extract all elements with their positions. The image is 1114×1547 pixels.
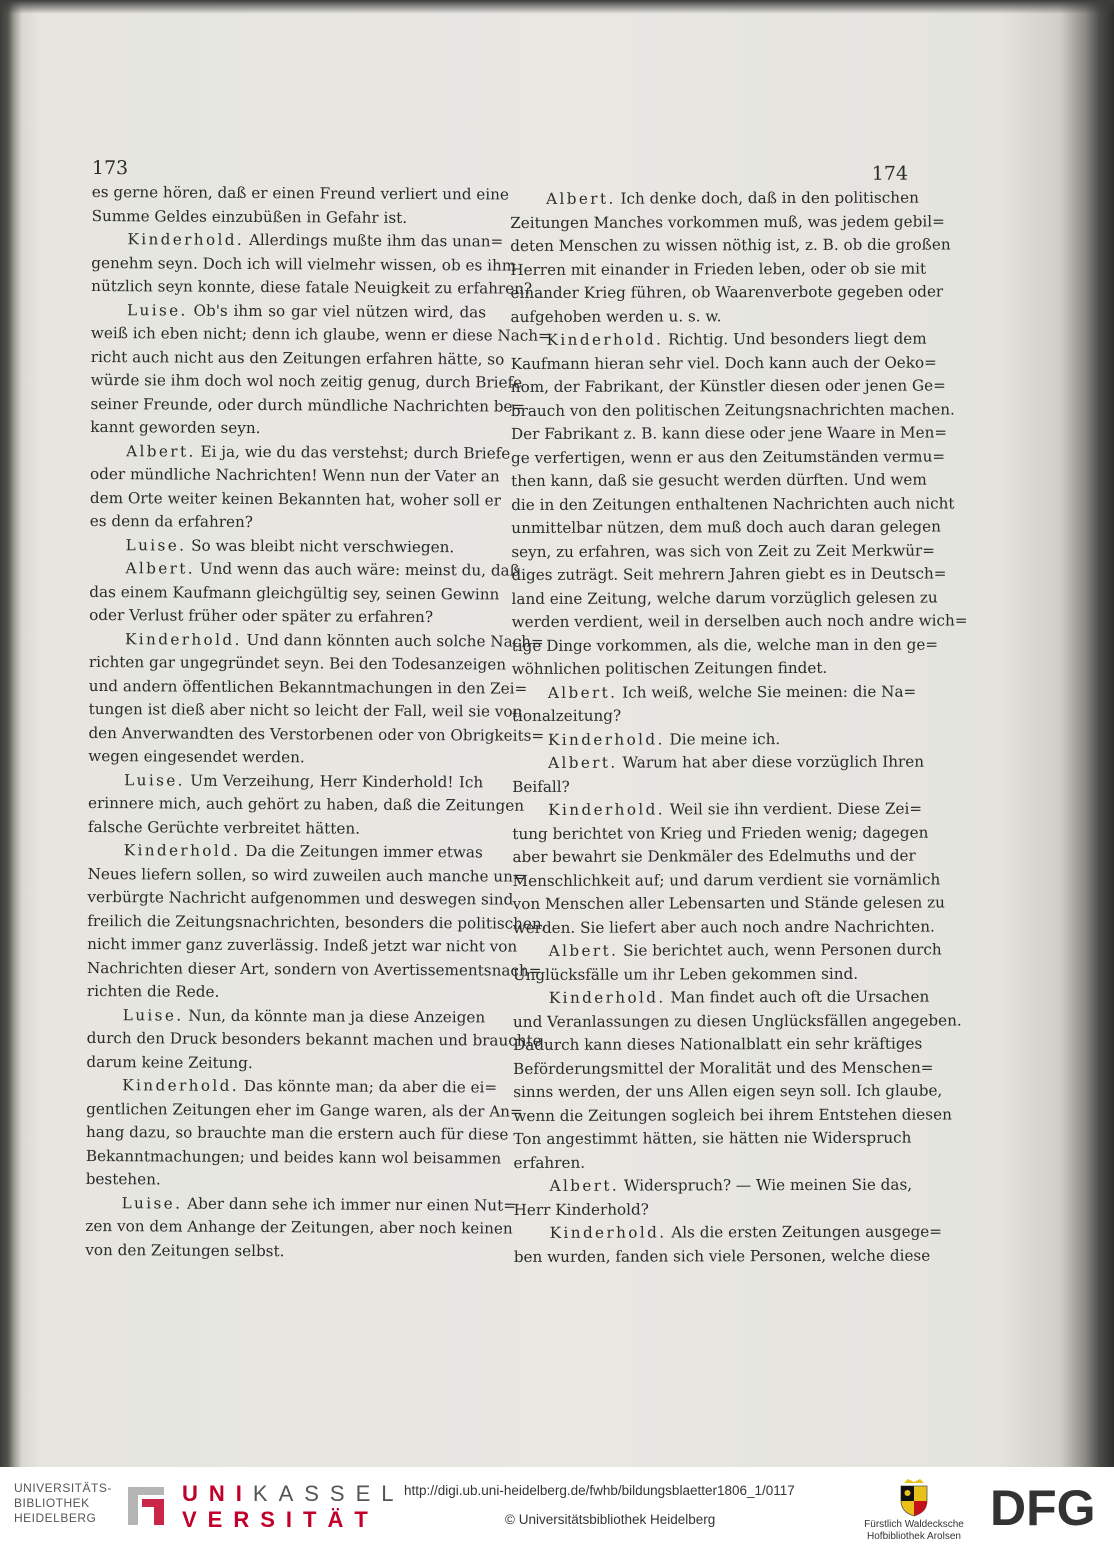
text-line	[511, 610, 968, 635]
line-text: Nun, da könnte man ja diese Anzeigen	[188, 1006, 486, 1026]
speaker-name: Kinderhold.	[127, 230, 245, 249]
line-text: Als die ersten Zeitungen ausgege=	[671, 1222, 943, 1242]
library-name-line: UNIVERSITÄTS-	[14, 1481, 112, 1495]
speaker-name: Kinderhold.	[548, 800, 665, 819]
heidelberg-mark-icon	[124, 1483, 168, 1529]
line-text: genehm seyn. Doch ich will vielmehr wissen, ob es ihm	[91, 253, 517, 275]
paragraph	[512, 798, 945, 940]
line-text: Ich denke doch, daß in den politischen	[620, 188, 919, 208]
line-text: Herr Kinderhold?	[513, 1200, 649, 1219]
paragraph	[85, 1191, 517, 1264]
speaker-name: Albert.	[548, 941, 619, 960]
text-line	[512, 915, 935, 940]
line-text: tungen ist dieß aber nicht so leicht der Fall, weil sie von	[88, 699, 523, 721]
text-line	[85, 1121, 509, 1147]
speaker-name: Kinderhold.	[547, 729, 665, 749]
text-line	[510, 187, 919, 212]
line-text: es gerne hören, daß er einen Freund verliert und eine	[91, 182, 510, 204]
text-line	[87, 980, 482, 1006]
line-text: unmittelbar nützen, dem muß doch auch daran gelegen	[511, 517, 941, 537]
text-line	[86, 1050, 481, 1076]
line-text: land eine Zeitung, welche darum vorzüglich gelesen zu	[511, 588, 938, 608]
text-line	[511, 539, 936, 564]
text-line	[89, 557, 520, 583]
text-line	[85, 1215, 513, 1241]
line-text: richten gar ungegründet seyn. Bei den Todesanzeigen	[88, 652, 507, 674]
text-line	[512, 657, 910, 682]
text-line	[92, 204, 487, 230]
text-line	[513, 939, 942, 964]
kassel-logo-line	[182, 1481, 405, 1507]
text-line	[86, 1191, 517, 1217]
text-line	[514, 1174, 912, 1199]
line-text: es denn da erfahren?	[89, 511, 254, 531]
text-line	[511, 633, 939, 658]
text-line	[88, 815, 483, 841]
text-line	[512, 845, 916, 870]
text-line	[86, 1097, 523, 1123]
text-line	[90, 369, 523, 395]
line-text: Man findet auch oft die Ursachen	[670, 987, 930, 1007]
line-text: So was bleibt nicht verschwiegen.	[191, 536, 455, 556]
line-text: Summe Geldes einzubüßen in Gefahr ist.	[91, 206, 408, 227]
line-text: von den Zeitungen selbst.	[85, 1240, 285, 1260]
paragraph	[511, 680, 917, 728]
paragraph	[513, 1221, 943, 1269]
paragraph	[91, 181, 510, 230]
line-text: Ei ja, wie du das verstehst; durch Briefe	[200, 442, 511, 463]
line-text: werden. Sie liefert aber auch noch andre Nachrichten.	[512, 917, 935, 937]
line-text: den Anverwandten des Verstorbenen oder von Obrigkeits=	[88, 723, 545, 745]
line-text: die in den Zeitungen enthaltenen Nachrichten auch nicht	[511, 493, 955, 514]
page-text	[510, 187, 968, 1269]
line-text: einander Krieg führen, ob Waarenverbote gegeben oder	[510, 282, 944, 302]
line-text: Die meine ich.	[669, 729, 781, 748]
text-line	[89, 604, 484, 630]
paragraph	[89, 557, 520, 630]
text-line	[90, 510, 485, 536]
line-text: Ton angestimmt hätten, sie hätten nie Widerspruch	[513, 1128, 912, 1148]
line-text: Nachrichten dieser Art, sondern von Avertissementsnach=	[86, 958, 542, 980]
text-line	[86, 1168, 481, 1194]
text-line	[512, 868, 941, 893]
text-line	[88, 721, 545, 747]
text-line	[510, 234, 951, 259]
speaker-name: Kinderhold.	[549, 1223, 667, 1242]
text-line	[512, 798, 923, 823]
line-text: und andern öffentlichen Bekanntmachungen in den Zei=	[88, 676, 528, 698]
text-line	[89, 463, 500, 489]
line-text: wenn die Zeitungen sogleich bei ihrem Entstehen diesen	[513, 1104, 952, 1125]
text-line	[512, 727, 910, 752]
line-text: Herren mit einander in Frieden leben, oder ob sie mit	[510, 259, 927, 279]
line-text: und Veranlassungen zu diesen Unglücksfällen angegeben.	[512, 1010, 962, 1031]
dfg-logo-text: DFG	[990, 1480, 1096, 1536]
line-text: Aber dann sehe ich immer nur einen Nut=	[187, 1194, 517, 1215]
text-line	[85, 1238, 480, 1264]
paragraph	[89, 439, 511, 535]
line-text: falsche Gerüchte verbreitet hätten.	[87, 817, 361, 838]
heidelberg-library-logo	[14, 1481, 112, 1526]
text-line	[513, 1244, 931, 1269]
text-line	[90, 439, 511, 465]
digitization-footer	[0, 1467, 1114, 1547]
speaker-name: Kinderhold.	[546, 330, 664, 349]
text-line	[510, 351, 937, 376]
paragraph	[86, 1003, 542, 1076]
text-line	[511, 492, 955, 517]
paragraph	[514, 1174, 912, 1222]
text-line	[88, 674, 528, 700]
line-text: würde sie ihm doch wol noch zeitig genug, durch Briefe	[90, 370, 523, 392]
line-text: sinns werden, der uns Allen eigen seyn soll. Ich glaube,	[513, 1081, 943, 1101]
speaker-name: Albert.	[125, 559, 196, 578]
text-line	[87, 886, 514, 912]
text-line	[511, 469, 927, 494]
line-text: Beförderungsmittel der Moralität und des Menschen=	[513, 1058, 934, 1078]
arolsen-name-line: Fürstlich Waldecksche	[864, 1519, 964, 1530]
line-text: Widerspruch? — Wie meinen Sie das,	[623, 1175, 913, 1195]
text-line	[511, 586, 938, 611]
text-line	[86, 1027, 542, 1053]
library-name-line: BIBLIOTHEK	[14, 1496, 90, 1510]
speaker-name: Albert.	[126, 441, 196, 461]
text-line	[512, 680, 917, 705]
text-line	[89, 486, 501, 512]
text-line	[88, 745, 483, 771]
text-line	[91, 181, 510, 207]
arolsen-library-logo	[858, 1519, 970, 1543]
text-line	[511, 304, 909, 329]
line-text: Um Verzeihung, Herr Kinderhold! Ich	[190, 771, 484, 791]
line-text: ben wurden, fanden sich viele Personen, welche diese	[513, 1246, 931, 1266]
kassel-city: KASSEL	[252, 1481, 405, 1506]
line-text: Sie berichtet auch, wenn Personen durch	[623, 940, 942, 960]
text-line	[91, 251, 517, 277]
line-text: brauch von den politischen Zeitungsnachrichten machen.	[510, 399, 955, 420]
text-line	[513, 962, 911, 987]
speaker-name: Luise.	[121, 1193, 183, 1213]
line-text: kannt geworden seyn.	[90, 417, 261, 438]
line-text: tionalzeitung?	[511, 706, 622, 725]
line-text: aufgehoben werden u. s. w.	[510, 306, 722, 326]
text-line	[514, 1221, 943, 1246]
line-text: Ich weiß, welche Sie meinen: die Na=	[622, 682, 917, 702]
line-text: Warum hat aber diese vorzüglich Ihren	[622, 752, 925, 772]
text-line	[513, 1033, 923, 1058]
text-line	[87, 933, 518, 959]
speaker-name: Luise.	[122, 1005, 184, 1025]
speaker-name: Kinderhold.	[122, 1076, 240, 1095]
line-text: freilich die Zeitungsnachrichten, besonders die politischen,	[87, 911, 547, 933]
text-line	[85, 1144, 502, 1170]
text-line	[513, 1080, 943, 1105]
text-line	[513, 1127, 911, 1152]
library-name-line: HEIDELBERG	[14, 1511, 97, 1525]
page-number: 173	[91, 156, 129, 180]
line-text: then kann, daß sie gesucht werden dürften. Und wem	[511, 470, 927, 490]
text-line	[86, 956, 542, 982]
text-line	[510, 257, 927, 282]
speaker-name: Albert.	[546, 189, 616, 208]
text-line	[513, 1150, 911, 1175]
line-text: Der Fabrikant z. B. kann diese oder jene Waare in Men=	[510, 423, 948, 443]
text-line	[87, 909, 547, 935]
page-number: 174	[871, 162, 909, 185]
paragraph	[91, 228, 533, 301]
text-line	[91, 275, 533, 301]
text-line	[91, 228, 504, 254]
text-line	[512, 774, 910, 799]
line-text: richt auch nicht aus den Zeitungen erfahren hätte, so	[90, 347, 505, 369]
paragraph	[510, 187, 951, 329]
dfg-logo	[990, 1480, 1100, 1536]
line-text: nützlich seyn konnte, diese fatale Neuigkeit zu erfahren?	[91, 276, 533, 298]
text-line	[90, 392, 526, 418]
text-line	[511, 445, 946, 470]
text-line	[511, 328, 927, 353]
line-text: dem Orte weiter keinen Bekannten hat, woher soll er	[89, 488, 501, 510]
line-text: Neues liefern sollen, so wird zuweilen auch manche un=	[87, 864, 526, 886]
text-line	[89, 580, 500, 606]
arolsen-name-line: Hofbibliothek Arolsen	[867, 1531, 961, 1542]
line-text: Beifall?	[512, 777, 570, 796]
paragraph	[86, 839, 547, 1006]
text-line	[510, 281, 944, 306]
kassel-logo-line: VERSITÄT	[182, 1507, 379, 1532]
line-text: wegen eingesendet werden.	[88, 746, 305, 767]
line-text: Zeitungen Manches vorkommen muß, was jedem gebil=	[510, 211, 945, 232]
text-line	[90, 345, 505, 371]
line-text: tung berichtet von Krieg und Frieden wenig; dagegen	[512, 823, 929, 843]
text-line	[86, 1074, 498, 1100]
line-text: wöhnlichen politischen Zeitungen findet.	[511, 658, 828, 678]
speaker-name: Albert.	[549, 1176, 620, 1195]
waldeck-crest-icon	[898, 1477, 930, 1517]
text-line	[512, 821, 929, 846]
speaker-name: Luise.	[124, 770, 185, 790]
line-text: Richtig. Und besonders liegt dem	[668, 329, 927, 349]
text-line	[512, 704, 910, 729]
text-line	[513, 986, 930, 1011]
uni-kassel-logo	[182, 1481, 405, 1533]
line-text: Unglücksfälle um ihr Leben gekommen sind.	[512, 964, 859, 984]
text-line	[87, 792, 525, 818]
line-text: ge verfertigen, wenn er aus den Zeitumständen vermu=	[511, 446, 946, 467]
text-line	[510, 375, 946, 400]
line-text: werden verdient, weil in derselben auch noch andre wich=	[511, 611, 968, 631]
text-line	[88, 698, 523, 724]
line-text: seiner Freunde, oder durch mündliche Nachrichten be=	[90, 394, 526, 416]
line-text: Bekanntmachungen; und beides kann wol beisammen	[85, 1146, 502, 1168]
line-text: erinnere mich, auch gehört zu haben, daß die Zeitungen	[87, 793, 525, 815]
speaker-name: Kinderhold.	[124, 629, 242, 649]
speaker-name: Kinderhold.	[548, 988, 666, 1007]
speaker-name: Luise.	[127, 300, 188, 320]
line-text: Dadurch kann dieses Nationalblatt ein sehr kräftiges	[513, 1034, 923, 1054]
line-text: tige Dinge vorkommen, als die, welche man in den ge=	[511, 635, 939, 655]
line-text: verbürgte Nachricht aufgenommen und deswegen sind	[87, 887, 514, 909]
line-text: Da die Zeitungen immer etwas	[245, 841, 483, 862]
line-text: oder Verlust früher oder später zu erfahren?	[89, 605, 434, 627]
text-line	[511, 516, 941, 541]
text-line	[87, 862, 526, 888]
text-line	[88, 768, 483, 794]
paragraph	[87, 768, 525, 841]
paragraph	[510, 328, 968, 682]
line-text: Und dann könnten auch solche Nach=	[246, 630, 544, 651]
line-text: von Menschen aller Lebensarten und Stände gelesen zu	[512, 893, 945, 913]
paragraph	[85, 1074, 523, 1194]
line-text: Menschlichkeit auf; und darum verdient sie vornämlich	[512, 870, 941, 890]
speaker-name: Luise.	[125, 535, 187, 555]
permalink[interactable]: http://digi.ub.uni-heidelberg.de/fwhb/bildungsblaetter1806_1/0117	[404, 1483, 795, 1498]
line-text: Das könnte man; da aber die ei=	[243, 1076, 498, 1097]
line-text: darum keine Zeitung.	[86, 1052, 253, 1072]
text-line	[90, 322, 551, 348]
text-line	[90, 533, 485, 559]
speaker-name: Albert.	[547, 683, 618, 702]
kassel-uni: UNI	[182, 1481, 253, 1506]
text-line	[90, 416, 485, 442]
text-line	[88, 839, 483, 865]
right-page	[510, 161, 968, 1269]
text-line	[87, 1003, 486, 1029]
paragraph	[512, 727, 910, 752]
text-line	[513, 1056, 934, 1081]
line-text: Weil sie ihn verdient. Diese Zei=	[669, 799, 923, 819]
text-line	[510, 398, 955, 423]
line-text: das einem Kaufmann gleichgültig sey, seinen Gewinn	[89, 582, 500, 603]
line-text: hang dazu, so brauchte man die erstern auch für diese	[85, 1122, 509, 1144]
paragraph	[88, 627, 545, 770]
line-text: Kaufmann hieran sehr viel. Doch kann auch der Oeko=	[510, 353, 937, 373]
line-text: durch den Druck besonders bekannt machen und brauchte	[86, 1028, 542, 1050]
text-line	[512, 751, 925, 776]
line-text: deten Menschen zu wissen nöthig ist, z. B. ob die großen	[510, 235, 951, 255]
text-line	[91, 298, 486, 324]
paragraph	[512, 751, 925, 799]
line-text: nicht immer ganz zuverlässig. Indeß jetzt war nicht von	[87, 934, 518, 956]
line-text: erfahren.	[513, 1153, 586, 1172]
text-line	[88, 651, 507, 677]
text-line	[513, 1103, 952, 1128]
text-line	[512, 892, 945, 917]
line-text: bestehen.	[85, 1169, 161, 1189]
line-text: diges zuträgt. Seit mehrern Jahren giebt es in Deutsch=	[511, 564, 947, 584]
scan-edge-shadow	[0, 0, 1114, 14]
paragraph	[512, 939, 942, 987]
speaker-name: Albert.	[548, 753, 618, 772]
line-text: seyn, zu erfahren, was sich von Zeit zu Zeit Merkwür=	[511, 541, 936, 561]
line-text: zen von dem Anhange der Zeitungen, aber noch keinen	[85, 1216, 513, 1238]
line-text: nom, der Fabrikant, der Künstler diesen oder jenen Ge=	[510, 376, 946, 396]
line-text: aber bewahrt sie Denkmäler des Edelmuths und der	[512, 846, 916, 866]
text-line	[511, 563, 947, 588]
speaker-name: Kinderhold.	[123, 841, 241, 860]
line-text: weiß ich eben nicht; denn ich glaube, wenn er diese Nach=	[90, 323, 551, 345]
line-text: oder mündliche Nachrichten! Wenn nun der Vater an	[89, 464, 500, 486]
text-line	[89, 627, 544, 653]
paragraph	[90, 298, 551, 441]
line-text: Ob's ihm so gar viel nützen wird, das	[193, 301, 487, 321]
line-text: richten die Rede.	[86, 981, 220, 1001]
text-line	[512, 1009, 962, 1034]
text-line	[510, 210, 945, 235]
line-text: gentlichen Zeitungen eher im Gange waren, als der An=	[86, 1099, 523, 1121]
copyright-notice: © Universitätsbibliothek Heidelberg	[505, 1512, 716, 1527]
text-line	[514, 1197, 912, 1222]
text-line	[510, 422, 948, 447]
paragraph	[512, 986, 962, 1175]
line-text: Allerdings mußte ihm das unan=	[248, 230, 504, 251]
paragraph	[90, 533, 485, 559]
line-text: Und wenn das auch wäre: meinst du, daß	[199, 559, 520, 580]
